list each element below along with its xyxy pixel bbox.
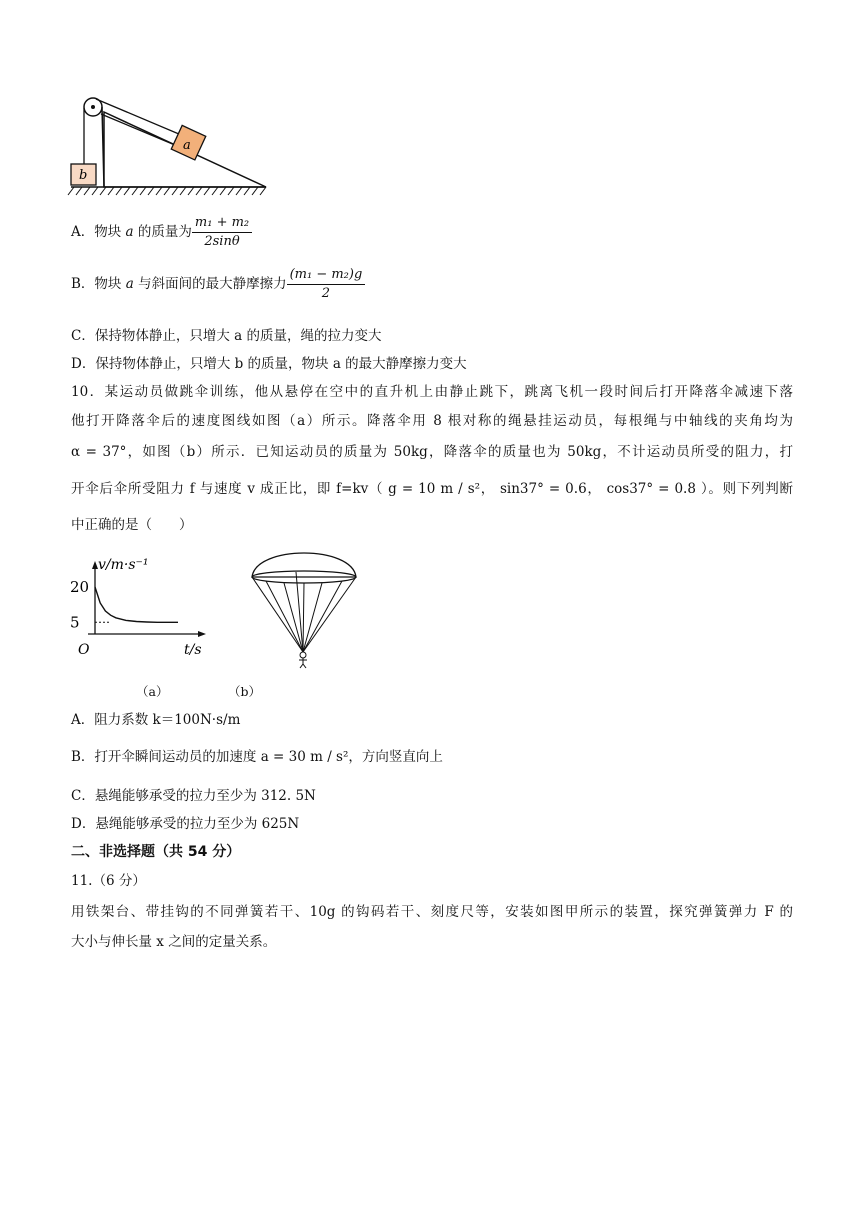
q10-option-d: D．悬绳能够承受的拉力至少为 625N (71, 816, 300, 832)
q10-stem-line4: 开伞后伞所受阻力 f 与速度 v 成正比，即 f=kv（ g = 10 m / s²， sin37° = 0.6， cos37° = 0.8 ）。则下列判断 (71, 481, 793, 497)
q10-stem-line5: 中正确的是（ ） (71, 517, 193, 533)
y-tick-label-5: 5 (70, 613, 80, 632)
figure-b-caption: （b） (228, 684, 262, 699)
q10-stem-line1: 10．某运动员做跳伞训练，他从悬停在空中的直升机上由静止跳下，跳离飞机一段时间后打开降落伞减速下落 (71, 384, 793, 400)
y-tick-label-20: 20 (70, 578, 90, 596)
figure-a-caption: （a） (136, 684, 169, 699)
q9-option-c: C．保持物体静止，只增大 a 的质量，绳的拉力变大 (71, 328, 382, 344)
q9-option-b: B．物块 a 与斜面间的最大静摩擦力 $\frac{\text{(m₁ − m₂)g}}{2}$ (71, 266, 365, 303)
q10-option-b: B．打开伞瞬间运动员的加速度 a = 30 m / s²，方向竖直向上 (71, 749, 443, 765)
q10-option-c: C．悬绳能够承受的拉力至少为 312. 5N (71, 788, 316, 804)
parachute-figure (248, 540, 360, 670)
section-title: 二、非选择题（共 54 分） (71, 844, 241, 860)
q9-option-a: A．物块 a 的质量为 $\frac{\text{m₁ + m₂}}{2\sin\theta}$ (71, 214, 252, 251)
q9-option-b-fraction: $\frac{\text{(m₁ − m₂)g}}{2}$ (287, 266, 366, 303)
block-b-label: b (79, 168, 88, 183)
q11-stem-line2: 大小与伸长量 x 之间的定量关系。 (71, 934, 277, 950)
velocity-time-chart (66, 552, 216, 662)
q11-number: 11.（6 分） (71, 873, 146, 889)
q9-option-d: D．保持物体静止，只增大 b 的质量，物块 a 的最大静摩擦力变大 (71, 356, 467, 372)
q10-stem-line3: α = 37°，如图（b）所示．已知运动员的质量为 50kg，降落伞的质量也为 50kg，不计运动员所受的阻力，打 (71, 444, 793, 460)
velocity-curve (95, 587, 178, 622)
incline-pulley-figure (66, 92, 276, 197)
y-axis-label: v/m·s⁻¹ (98, 557, 149, 573)
x-axis-label: t/s (184, 642, 202, 658)
q9-option-a-fraction: $\frac{\text{m₁ + m₂}}{2\sin\theta}$ (192, 214, 252, 251)
block-a-label: a (183, 138, 191, 153)
q10-stem-line2: 他打开降落伞后的速度图线如图（a）所示。降落伞用 8 根对称的绳悬挂运动员，每根绳与中轴线的夹角均为 (71, 413, 793, 429)
origin-label: O (78, 642, 90, 658)
q11-stem-line1: 用铁架台、带挂钩的不同弹簧若干、10g 的钩码若干、刻度尺等，安装如图甲所示的装置，探究弹簧弹力 F 的 (71, 904, 793, 920)
q10-option-a: A．阻力系数 k＝100N·s/m (71, 712, 241, 728)
x-axis-arrow (198, 631, 206, 637)
